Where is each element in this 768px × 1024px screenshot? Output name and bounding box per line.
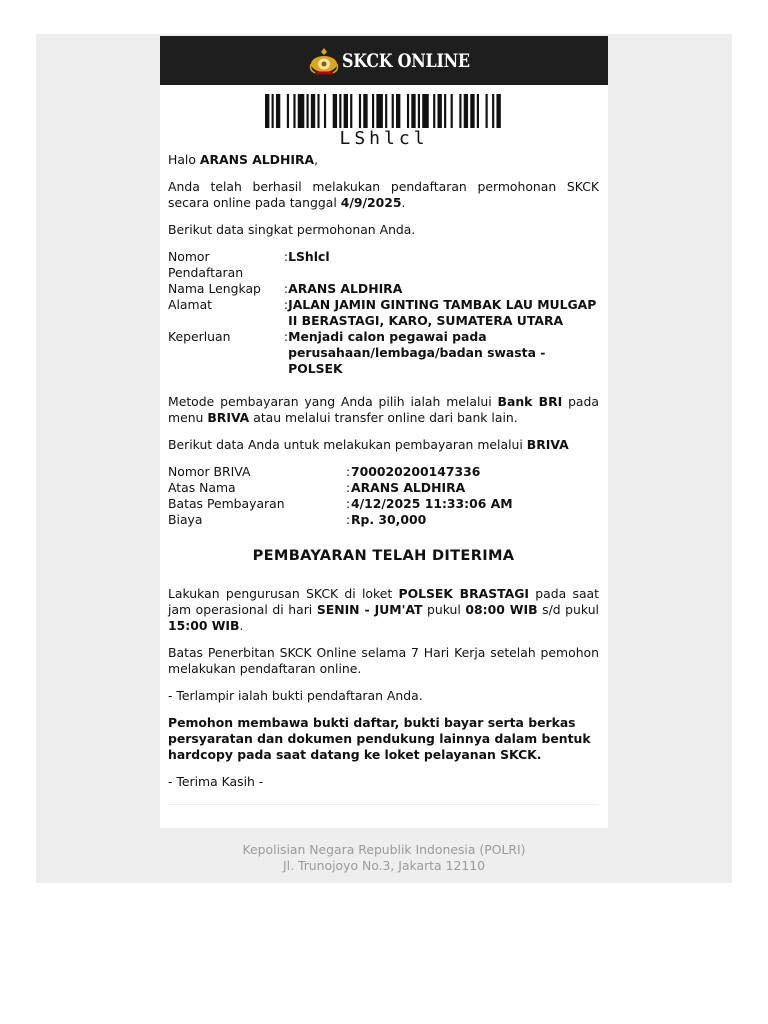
table-row: Nomor Pendaftaran : LShlcl xyxy=(168,249,599,281)
table-row: Keperluan : Menjadi calon pegawai pada perusahaan/lembaga/badan swasta - POLSEK xyxy=(168,329,599,377)
thanks-note: - Terima Kasih - xyxy=(168,774,264,789)
barcode-bar xyxy=(422,94,429,128)
barcode-bar xyxy=(392,94,394,128)
barcode-bar xyxy=(444,94,446,128)
barcode-bar xyxy=(459,94,461,128)
barcode-bar xyxy=(451,94,453,128)
barcode-bar xyxy=(311,94,315,128)
table-row: Nama Lengkap : ARANS ALDHIRA xyxy=(168,281,599,297)
greeting: Halo ARANS ALDHIRA, xyxy=(168,152,319,167)
barcode-bar xyxy=(363,94,367,128)
intro-paragraph: Anda telah berhasil melakukan pendaftaran permohonan SKCK secara online pada tanggal 4/9/2025. xyxy=(168,179,599,210)
row-value: Menjadi calon pegawai pada perusahaan/lembaga/badan swasta - POLSEK xyxy=(288,329,546,376)
row-label: Batas Pembayaran xyxy=(168,496,285,511)
briva-intro: Berikut data Anda untuk melakukan pembayaran melalui BRIVA xyxy=(168,437,569,452)
barcode-bar xyxy=(438,94,442,128)
barcode-bar xyxy=(486,94,488,128)
brand-logo xyxy=(308,47,491,75)
email-body xyxy=(168,152,599,805)
summary-intro: Berikut data singkat permohonan Anda. xyxy=(168,222,416,237)
barcode-bar xyxy=(418,94,420,128)
barcode-bar xyxy=(293,94,295,128)
payment-fee: Rp. 30,000 xyxy=(351,512,427,527)
barcode-bar xyxy=(492,94,494,128)
row-label: Alamat xyxy=(168,297,213,312)
payment-status-title: PEMBAYARAN TELAH DITERIMA xyxy=(252,547,515,564)
header-bar xyxy=(160,36,608,85)
divider xyxy=(168,804,599,805)
barcode-bar xyxy=(407,94,409,128)
barcode-bar xyxy=(359,94,361,128)
polri-emblem-icon xyxy=(308,47,340,75)
email-card xyxy=(160,36,608,828)
briva-number: 700020200147336 xyxy=(351,464,481,479)
row-label: Atas Nama xyxy=(168,480,236,495)
barcode-bar xyxy=(372,94,374,128)
row-value: 4/12/2025 11:33:06 AM xyxy=(351,496,513,511)
barcode-bar xyxy=(385,94,387,128)
row-label: Biaya xyxy=(168,512,203,527)
barcode-bar xyxy=(324,94,326,128)
footer-org: Kepolisian Negara Republik Indonesia (POLRI) xyxy=(242,842,526,857)
registration-table xyxy=(168,249,599,377)
briva-table xyxy=(168,464,599,528)
bring-documents-note: Pemohon membawa bukti daftar, bukti bayar serta berkas persyaratan dan dokumen pendukung lainnya dalam bentuk hardcopy pada saat datang ke loket pelayanan SKCK. xyxy=(168,715,591,762)
row-value: ARANS ALDHIRA xyxy=(288,281,403,296)
barcode-bar xyxy=(344,94,348,128)
footer xyxy=(36,842,732,874)
barcode-caption: LShlcl xyxy=(339,128,429,149)
barcode-bar xyxy=(287,94,289,128)
barcode-bar xyxy=(272,94,274,128)
registration-barcode xyxy=(265,94,503,128)
applicant-name: ARANS ALDHIRA xyxy=(199,152,315,167)
row-label: Keperluan xyxy=(168,329,231,344)
table-row: Biaya : Rp. 30,000 xyxy=(168,512,599,528)
barcode-bar xyxy=(470,94,474,128)
instructions-paragraph: Lakukan pengurusan SKCK di loket POLSEK BRASTAGI pada saat jam operasional di hari SENIN - JUM'AT pukul 08:00 WIB s/d pukul 15:00 WIB. xyxy=(168,586,599,633)
barcode-bar xyxy=(306,94,308,128)
table-row: Nomor BRIVA : 700020200147336 xyxy=(168,464,599,480)
attachment-note: - Terlampir ialah bukti pendaftaran Anda. xyxy=(168,688,423,703)
barcode-bar xyxy=(339,94,341,128)
table-row: Batas Pembayaran : 4/12/2025 11:33:06 AM xyxy=(168,496,599,512)
barcode-bar xyxy=(477,94,479,128)
brand-title: SKCK ONLINE xyxy=(342,50,470,72)
barcode-bar xyxy=(265,94,269,128)
payment-method-paragraph: Metode pembayaran yang Anda pilih ialah melalui Bank BRI pada menu BRIVA atau melalui transfer online dari bank lain. xyxy=(168,394,599,425)
row-label: Nama Lengkap xyxy=(168,281,261,296)
deadline-note: Batas Penerbitan SKCK Online selama 7 Hari Kerja setelah pemohon melakukan pendaftaran online. xyxy=(168,645,599,676)
row-label: Nomor Pendaftaran xyxy=(168,249,244,280)
row-value: ARANS ALDHIRA xyxy=(351,480,466,495)
barcode-bar xyxy=(411,94,415,128)
table-row: Alamat : JALAN JAMIN GINTING TAMBAK LAU MULGAP II BERASTAGI, KARO, SUMATERA UTARA xyxy=(168,297,599,329)
barcode-bar xyxy=(496,94,500,128)
barcode-bar xyxy=(333,94,337,128)
barcode-bar xyxy=(396,94,400,128)
row-value: JALAN JAMIN GINTING TAMBAK LAU MULGAP II BERASTAGI, KARO, SUMATERA UTARA xyxy=(288,297,597,328)
barcode-bar xyxy=(276,94,280,128)
email-background xyxy=(36,34,732,883)
barcode-bar xyxy=(376,94,383,128)
barcode-bar xyxy=(350,94,352,128)
footer-address: Jl. Trunojoyo No.3, Jakarta 12110 xyxy=(282,858,485,873)
barcode-bar xyxy=(298,94,305,128)
barcode-bar xyxy=(433,94,435,128)
table-row: Atas Nama : ARANS ALDHIRA xyxy=(168,480,599,496)
barcode-bar xyxy=(464,94,468,128)
row-value: LShlcl xyxy=(288,249,330,264)
barcode-bar xyxy=(317,94,319,128)
row-label: Nomor BRIVA xyxy=(168,464,251,479)
registration-date: 4/9/2025 xyxy=(340,195,402,210)
